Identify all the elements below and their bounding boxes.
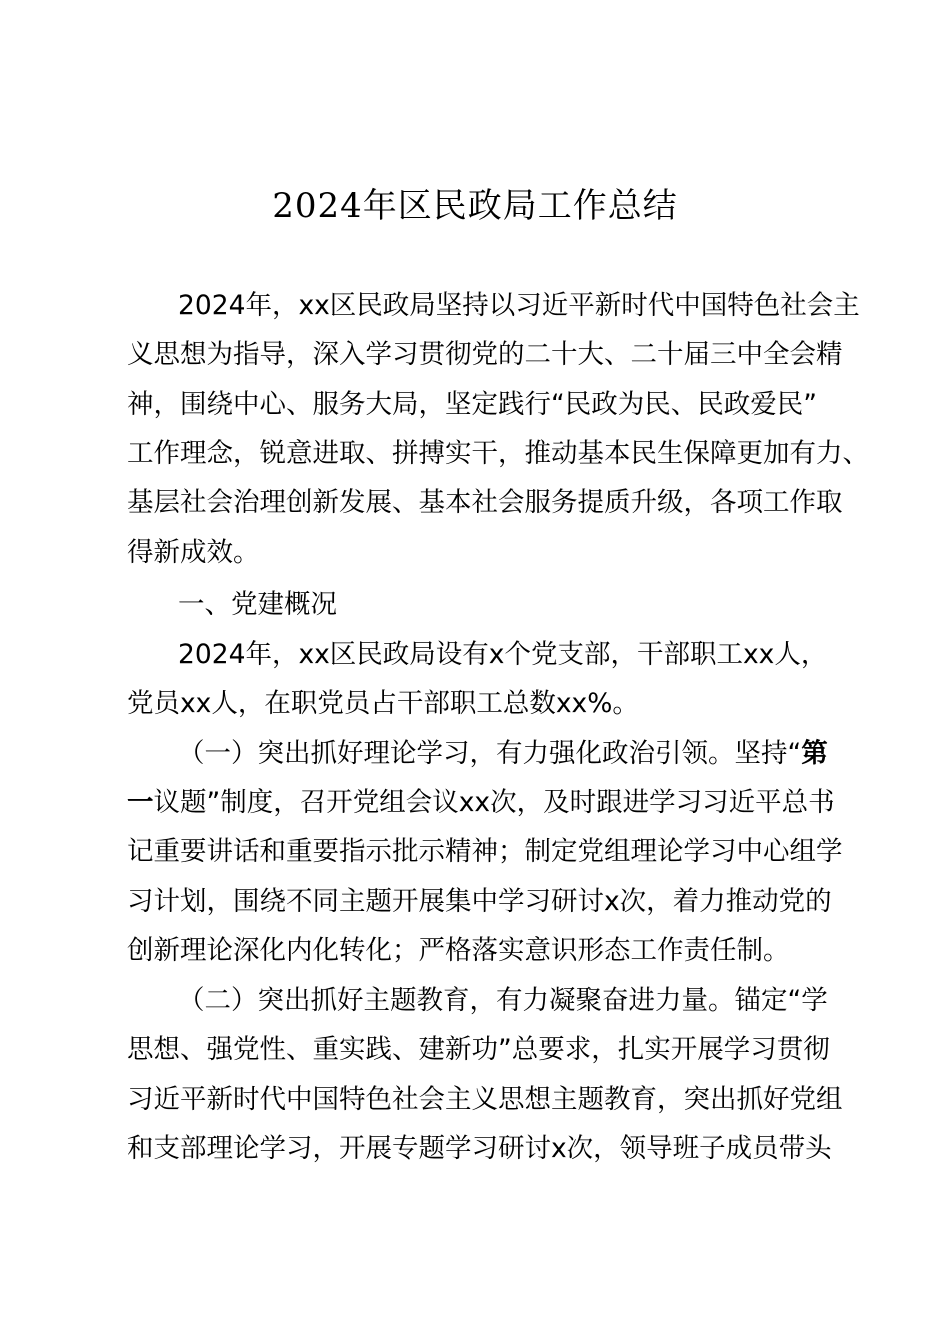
paragraph-line	[0, 281, 950, 331]
document-title: 2024年区民政局工作总结	[272, 186, 678, 226]
paragraph-line	[0, 976, 950, 1026]
line-text: 神，围绕中心、服务大局，坚定践行“民政为民、民政爱民”	[127, 389, 817, 420]
paragraph-line	[0, 729, 950, 779]
paragraph-line	[0, 877, 950, 927]
line-text: 2024年，xx区民政局设有x个党支部，干部职工xx人，	[178, 639, 828, 670]
line-text: 和支部理论学习，开展专题学习研讨x次，领导班子成员带头	[127, 1133, 832, 1164]
bold-text: 一	[127, 787, 154, 818]
bold-text: 第	[801, 738, 828, 769]
line-text: 创新理论深化内化转化；严格落实意识形态工作责任制。	[127, 935, 790, 966]
paragraph-line	[0, 429, 950, 479]
line-text: 党员xx人，在职党员占干部职工总数xx%。	[127, 688, 639, 719]
line-text: （二）突出抓好主题教育，有力凝聚奋进力量。锚定“学	[178, 985, 828, 1016]
paragraph-line	[0, 1025, 950, 1075]
line-text: 思想、强党性、重实践、建新功”总要求，扎实开展学习贯彻	[127, 1034, 830, 1065]
paragraph-line	[0, 778, 950, 828]
paragraph-line	[0, 1124, 950, 1174]
heading-text: 一、党建概况	[178, 589, 337, 620]
line-text: 记重要讲话和重要指示批示精神；制定党组理论学习中心组学	[127, 836, 843, 867]
paragraph-line	[0, 630, 950, 680]
line-text: 议题”制度，召开党组会议xx次，及时跟进学习习近平总书	[153, 787, 835, 818]
paragraph-line	[0, 827, 950, 877]
line-text: 习计划，围绕不同主题开展集中学习研讨x次，着力推动党的	[127, 886, 832, 917]
line-text: （一）突出抓好理论学习，有力强化政治引领。坚持“	[178, 738, 802, 769]
paragraph-line	[0, 380, 950, 430]
paragraph-line	[0, 528, 950, 578]
line-text: 习近平新时代中国特色社会主义思想主题教育，突出抓好党组	[127, 1084, 843, 1115]
paragraph-line	[0, 1075, 950, 1125]
paragraph-line	[0, 478, 950, 528]
paragraph-line	[0, 330, 950, 380]
paragraph-line	[0, 926, 950, 976]
section-heading	[0, 580, 950, 630]
line-text: 得新成效。	[127, 537, 260, 568]
line-text: 义思想为指导，深入学习贯彻党的二十大、二十届三中全会精	[127, 339, 843, 370]
line-text: 工作理念，锐意进取、拼搏实干，推动基本民生保障更加有力、	[127, 438, 869, 469]
line-text: 基层社会治理创新发展、基本社会服务提质升级，各项工作取	[127, 487, 843, 518]
line-text: 2024年，xx区民政局坚持以习近平新时代中国特色社会主	[178, 290, 860, 321]
paragraph-line	[0, 679, 950, 729]
